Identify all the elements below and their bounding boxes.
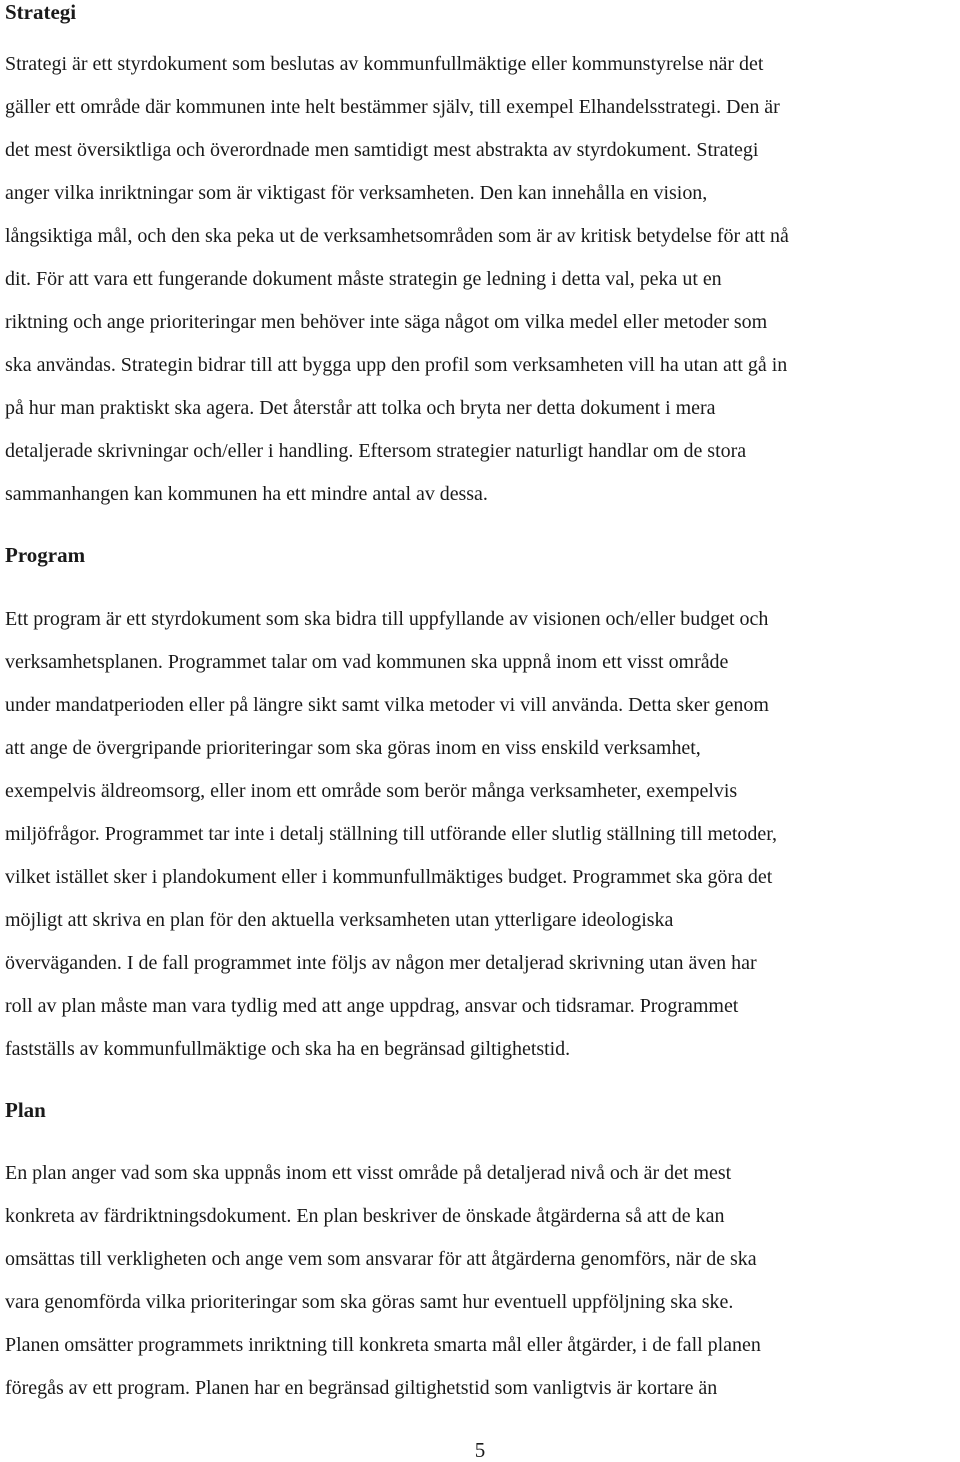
- text-line: konkreta av färdriktningsdokument. En plan beskriver de önskade åtgärderna så att de kan: [5, 1205, 725, 1227]
- text-line: under mandatperioden eller på längre sikt samt vilka metoder vi vill använda. Detta sker genom: [5, 694, 769, 716]
- text-line: En plan anger vad som ska uppnås inom ett visst område på detaljerad nivå och är det mest: [5, 1162, 732, 1184]
- text-line: sammanhangen kan kommunen ha ett mindre antal av dessa.: [5, 483, 488, 505]
- text-line: vara genomförda vilka prioriteringar som ska göras samt hur eventuell uppföljning ska ske.: [5, 1291, 734, 1313]
- text-line: gäller ett område där kommunen inte helt bestämmer själv, till exempel Elhandelsstrategi. Den är: [5, 96, 780, 118]
- text-line: överväganden. I de fall programmet inte följs av någon mer detaljerad skrivning utan även har: [5, 952, 757, 974]
- text-line: miljöfrågor. Programmet tar inte i detalj ställning till utförande eller slutlig ställning till metoder,: [5, 823, 778, 845]
- text-line: Planen omsätter programmets inriktning till konkreta smarta mål eller åtgärder, i de fall planen: [5, 1334, 761, 1356]
- text-line: möjligt att skriva en plan för den aktuella verksamheten utan ytterligare ideologiska: [5, 909, 674, 931]
- text-line: vilket istället sker i plandokument eller i kommunfullmäktiges budget. Programmet ska göra det: [5, 866, 773, 888]
- text-line: detaljerade skrivningar och/eller i handling. Eftersom strategier naturligt handlar om de stora: [5, 440, 747, 462]
- section-heading-plan: Plan: [5, 1098, 46, 1122]
- section-body-strategi: [5, 43, 957, 516]
- text-line: Strategi är ett styrdokument som beslutas av kommunfullmäktige eller kommunstyrelse när det: [5, 53, 764, 75]
- text-line: dit. För att vara ett fungerande dokument måste strategin ge ledning i detta val, peka ut en: [5, 268, 722, 290]
- text-line: verksamhetsplanen. Programmet talar om vad kommunen ska uppnå inom ett visst område: [5, 651, 729, 673]
- text-line: anger vilka inriktningar som är viktigast för verksamheten. Den kan innehålla en vision,: [5, 182, 708, 204]
- section-heading-program: Program: [5, 543, 86, 567]
- text-line: exempelvis äldreomsorg, eller inom ett område som berör många verksamheter, exempelvis: [5, 780, 738, 802]
- text-line: det mest översiktliga och överordnade men samtidigt mest abstrakta av styrdokument. Strategi: [5, 139, 759, 161]
- text-line: ska användas. Strategin bidrar till att bygga upp den profil som verksamheten vill ha utan att gå in: [5, 354, 788, 376]
- section-body-plan: [5, 1152, 957, 1410]
- section-body-program: [5, 598, 957, 1071]
- text-line: föregås av ett program. Planen har en begränsad giltighetstid som vanligtvis är kortare än: [5, 1377, 718, 1399]
- page-number: 5: [474, 1438, 486, 1462]
- text-line: roll av plan måste man vara tydlig med att ange uppdrag, ansvar och tidsramar. Programmet: [5, 995, 739, 1017]
- text-line: fastställs av kommunfullmäktige och ska ha en begränsad giltighetstid.: [5, 1038, 571, 1060]
- text-line: riktning och ange prioriteringar men behöver inte säga något om vilka medel eller metoder som: [5, 311, 768, 333]
- text-line: omsättas till verkligheten och ange vem som ansvarar för att åtgärderna genomförs, när de ska: [5, 1248, 757, 1270]
- text-line: Ett program är ett styrdokument som ska bidra till uppfyllande av visionen och/eller budget och: [5, 608, 769, 630]
- text-line: långsiktiga mål, och den ska peka ut de verksamhetsområden som är av kritisk betydelse för att nå: [5, 225, 789, 247]
- text-line: på hur man praktiskt ska agera. Det återstår att tolka och bryta ner detta dokument i mera: [5, 397, 716, 419]
- section-heading-strategi: Strategi: [5, 0, 77, 24]
- text-line: att ange de övergripande prioriteringar som ska göras inom en viss enskild verksamhet,: [5, 737, 701, 759]
